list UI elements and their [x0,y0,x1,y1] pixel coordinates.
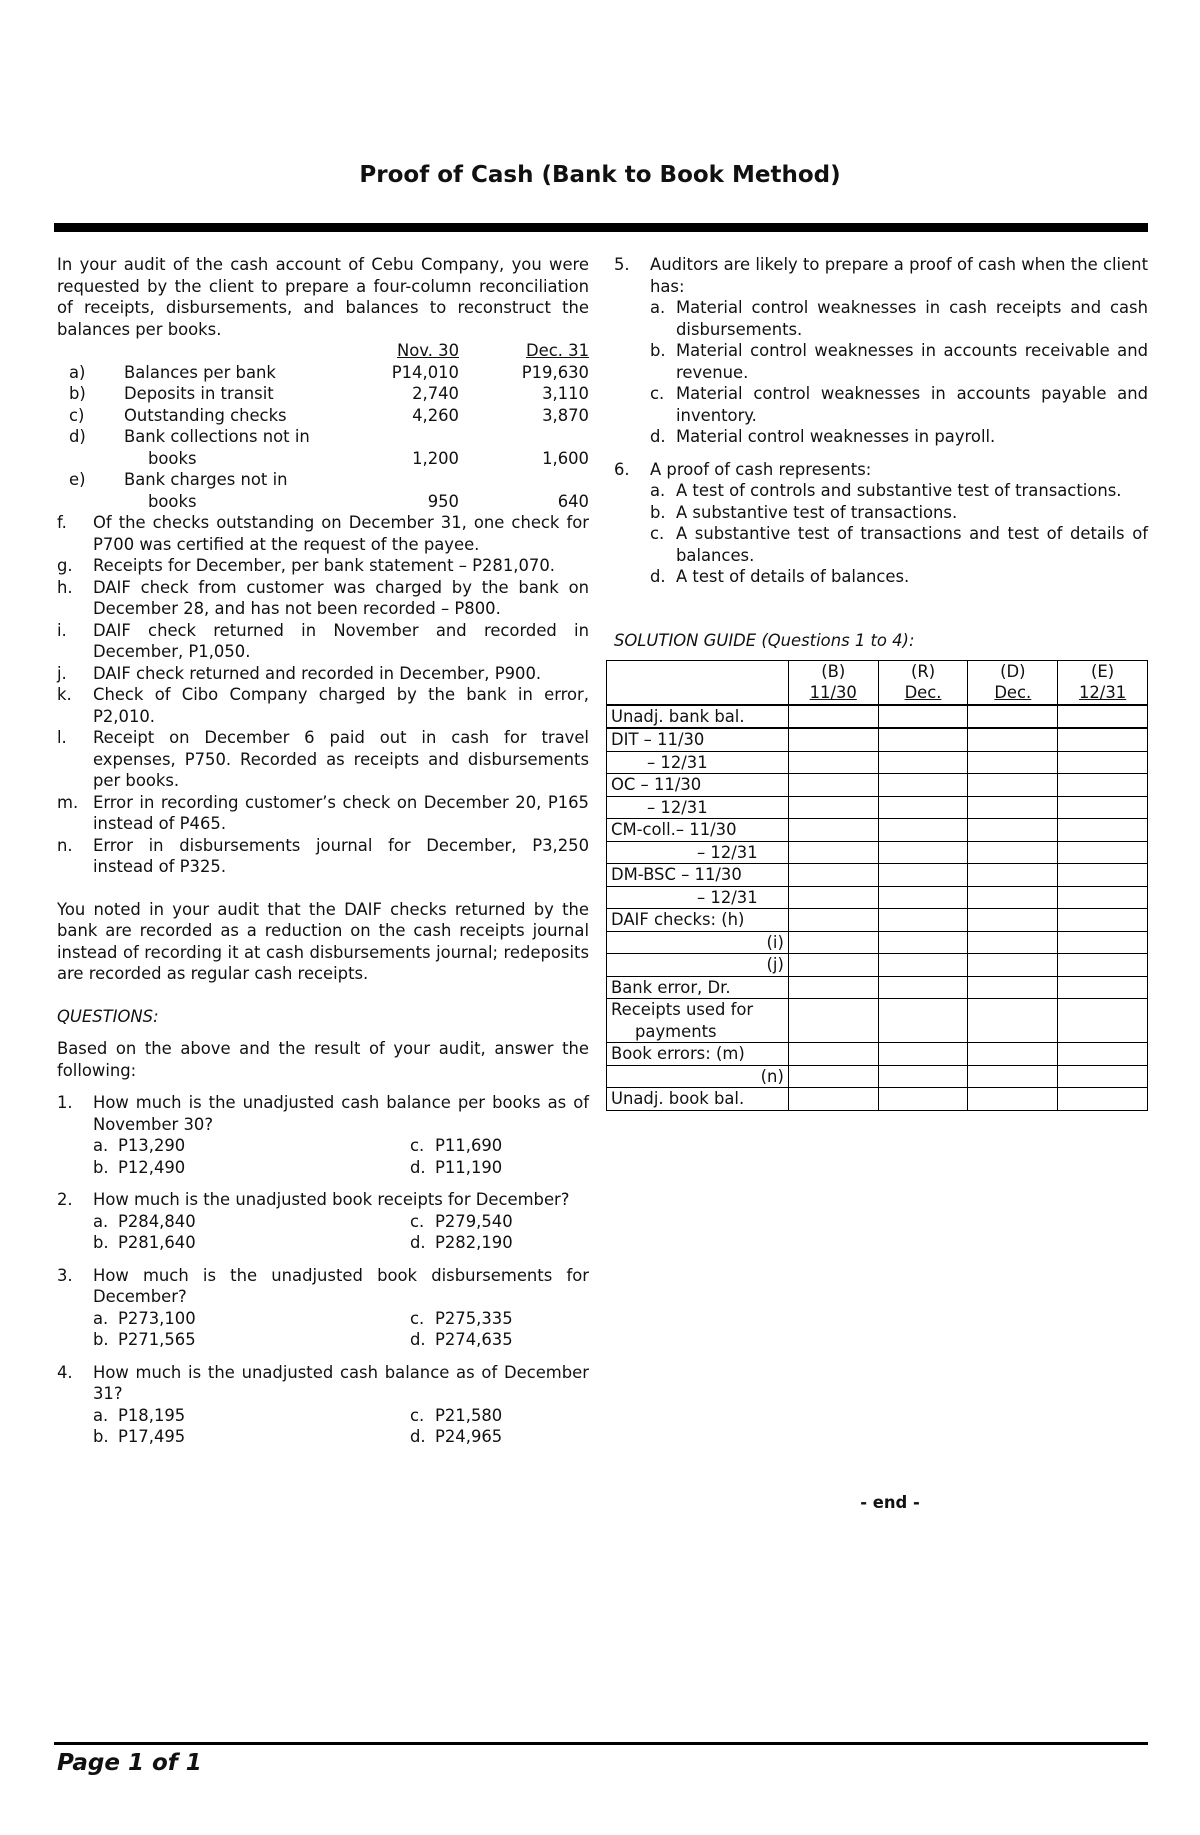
table-row: Book errors: (m) [607,1043,1148,1066]
list-item: k. Check of Cibo Company charged by the bank in error, P2,010. [57,685,589,726]
list-item: g. Receipts for December, per bank statement – P281,070. [57,556,555,575]
bottom-rule [54,1742,1148,1745]
solution-guide-table [606,660,1148,1111]
list-item: m. Error in recording customer’s check on December 20, P165 instead of P465. [57,792,589,833]
choice[interactable]: b. Material control weaknesses in accounts receivable and revenue. [650,341,1148,382]
solution-guide-title: SOLUTION GUIDE (Questions 1 to 4): [614,630,915,650]
table-row: OC – 11/30 [607,774,1148,797]
balance-row-cont: books 1,200 1,600 [148,448,589,468]
balance-row: c) Outstanding checks 4,260 3,870 [69,405,589,425]
table-row: CM-coll.– 11/30 [607,819,1148,842]
list-item: l. Receipt on December 6 paid out in cash for travel expenses, P750. Recorded as receipts and disbursements per books. [57,728,589,790]
choice[interactable]: a. A test of controls and substantive test of transactions. [650,481,1122,500]
question-3: 3. How much is the unadjusted book disbursements for December? a. P273,100 c. P275,335 b. P271,565 d. P274,635 [57,1265,589,1349]
audit-note: You noted in your audit that the DAIF checks returned by the bank are recorded as a reduction on the cash receipts journal instead of recording it at cash disbursements journal; redeposits are recorded as regular cash receipts. [57,899,589,983]
column-header: (B) 11/30 [788,661,878,705]
balance-row: a) Balances per bank P14,010 P19,630 [69,362,589,382]
table-row: DIT – 11/30 [607,728,1148,751]
choice[interactable]: c. P275,335 [410,1308,513,1328]
choice[interactable]: b. P281,640 [93,1233,196,1252]
choice[interactable]: c. P21,580 [410,1405,503,1425]
table-row: – 12/31 [607,886,1148,909]
table-row: Unadj. bank bal. [607,705,1148,729]
questions-heading: QUESTIONS: [57,1006,159,1026]
page-number: Page 1 of 1 [57,1750,202,1776]
choice[interactable]: d. P24,965 [410,1427,503,1446]
question-2: 2. How much is the unadjusted book receipts for December? a. P284,840 c. P279,540 b. P281,640 d. P282,190 [57,1189,589,1254]
question-6: 6. A proof of cash represents: a. A test of controls and substantive test of transactions. b. A substantive test of transactions. c. A substantive test of transactions and test of details of balances. d. A test of details of balances. [614,459,1148,586]
header-dec31: Dec. 31 [526,341,589,360]
choice[interactable]: d. P282,190 [410,1233,513,1252]
question-5: 5. Auditors are likely to prepare a proof of cash when the client has: a. Material control weaknesses in cash receipts and cash disbursements. b. Material control weaknesses in accounts receivable and revenue. c. Material control weaknesses in accounts payable and inventory. d. Material control weaknesses in payroll. [614,255,1148,446]
choice[interactable]: a. Material control weaknesses in cash receipts and cash disbursements. [650,298,1148,339]
top-rule [54,223,1148,232]
intro-paragraph: In your audit of the cash account of Cebu Company, you were requested by the client to prepare a four-column reconciliation of receipts, disbursements, and balances to reconstruct the balances per books. [57,255,589,339]
choice[interactable]: d. Material control weaknesses in payroll. [650,427,996,446]
left-column [57,254,589,1448]
table-header-row [607,661,1148,705]
page-title: Proof of Cash (Bank to Book Method) [359,162,841,188]
table-row: – 12/31 [607,751,1148,774]
list-item: j. DAIF check returned and recorded in December, P900. [57,663,542,683]
balance-row: e) Bank charges not in [69,470,288,489]
choice[interactable]: d. A test of details of balances. [650,567,910,586]
balance-row: d) Bank collections not in [69,427,310,446]
choice[interactable]: c. Material control weaknesses in accounts payable and inventory. [650,384,1148,425]
table-row: Unadj. book bal. [607,1088,1148,1111]
table-row: DAIF checks: (h) [607,909,1148,932]
table-row: (j) [607,954,1148,977]
list-item: f. Of the checks outstanding on December 31, one check for P700 was certified at the request of the payee. [57,513,589,554]
list-item: h. DAIF check from customer was charged by the bank on December 28, and has not been recorded – P800. [57,577,589,618]
question-1: 1. How much is the unadjusted cash balance per books as of November 30? a. P13,290 c. P11,690 b. P12,490 d. P11,190 [57,1093,589,1177]
balances-table [57,340,589,512]
table-row: Bank error, Dr. [607,976,1148,999]
choice[interactable]: c. P279,540 [410,1211,513,1231]
choice[interactable]: a. P18,195 [93,1405,186,1425]
table-row: (n) [607,1065,1148,1088]
choice[interactable]: b. P12,490 [93,1157,186,1177]
table-row: Receipts used for payments [607,999,1148,1043]
balance-row-cont: books 950 640 [148,491,589,511]
choice[interactable]: c. P11,690 [410,1136,503,1155]
choice[interactable]: b. P17,495 [93,1427,186,1446]
column-header: (D) Dec. [968,661,1058,705]
choice[interactable]: c. A substantive test of transactions and test of details of balances. [650,524,1148,565]
choice[interactable]: d. P11,190 [410,1157,503,1177]
choice[interactable]: d. P274,635 [410,1330,513,1349]
table-row: – 12/31 [607,841,1148,864]
column-header: (E) 12/31 [1058,661,1148,705]
list-item: i. DAIF check returned in November and recorded in December, P1,050. [57,620,589,661]
table-row: (i) [607,931,1148,954]
choice[interactable]: a. P273,100 [93,1308,196,1328]
table-row: DM-BSC – 11/30 [607,864,1148,887]
right-column [611,254,1148,1111]
choice[interactable]: b. P271,565 [93,1330,196,1349]
end-marker: - end - [860,1493,920,1512]
header-nov30: Nov. 30 [397,341,459,360]
choice[interactable]: a. P284,840 [93,1211,196,1231]
list-item: n. Error in disbursements journal for December, P3,250 instead of P325. [57,835,589,876]
table-row: – 12/31 [607,796,1148,819]
choice[interactable]: a. P13,290 [93,1136,186,1155]
balance-row: b) Deposits in transit 2,740 3,110 [69,384,589,403]
questions-intro: Based on the above and the result of your audit, answer the following: [57,1039,589,1080]
column-header: (R) Dec. [878,661,968,705]
choice[interactable]: b. A substantive test of transactions. [650,502,958,522]
question-4: 4. How much is the unadjusted cash balance as of December 31? a. P18,195 c. P21,580 b. P17,495 d. P24,965 [57,1362,589,1446]
